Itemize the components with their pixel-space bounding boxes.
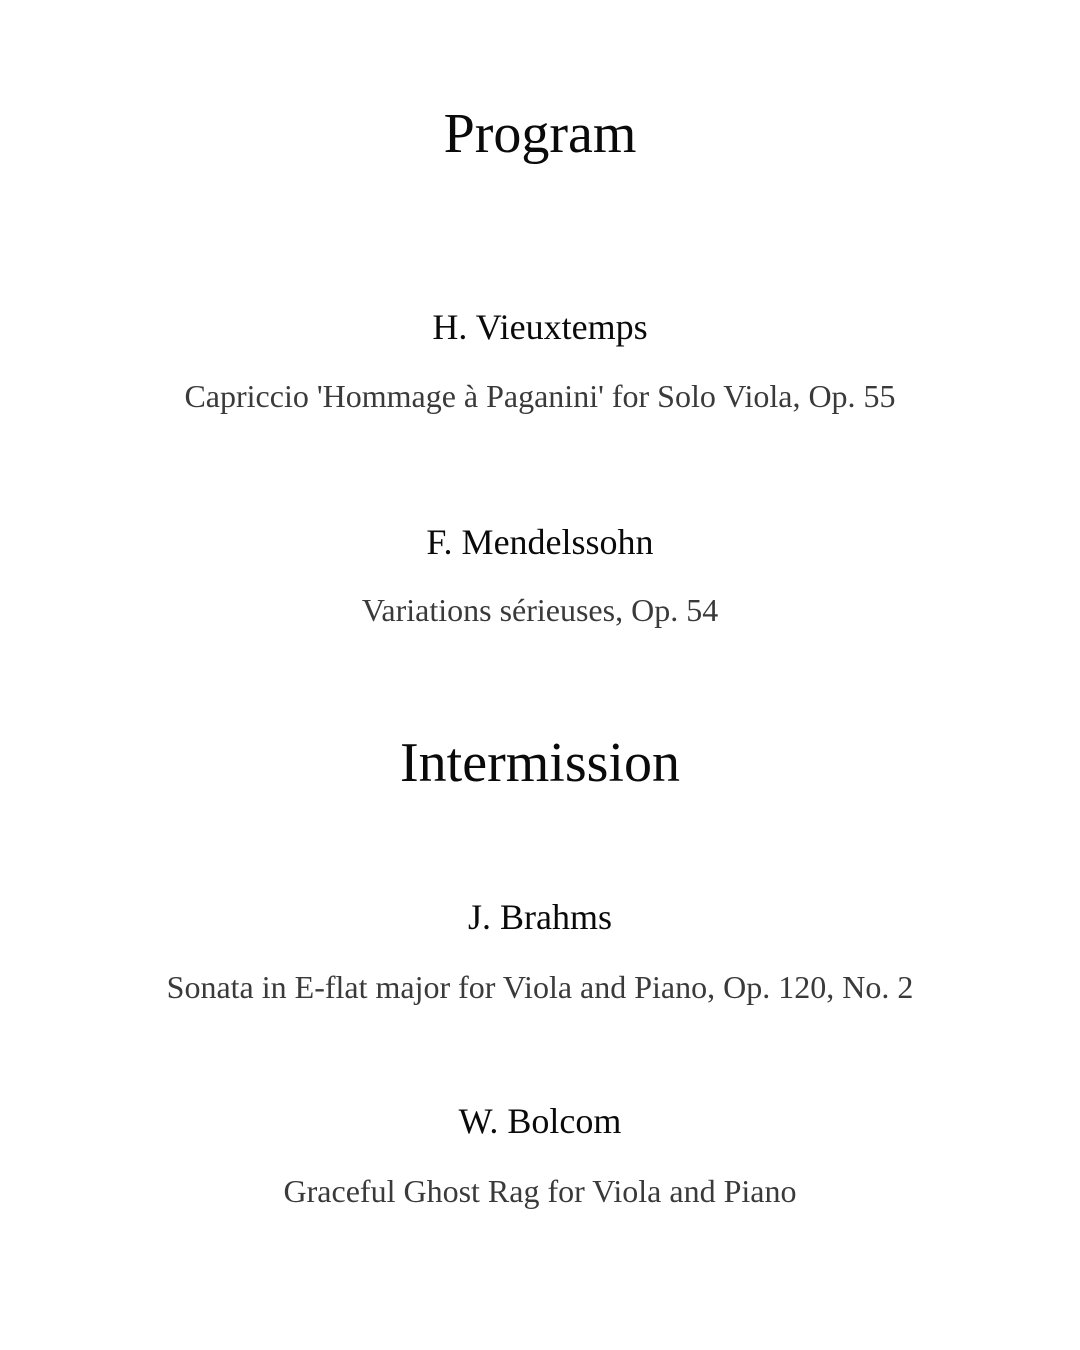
work-title: Capriccio 'Hommage à Paganini' for Solo Viola, Op. 55: [184, 378, 896, 414]
work-title: Variations sérieuses, Op. 54: [361, 592, 719, 628]
composer-name: F. Mendelssohn: [426, 522, 654, 562]
intermission-heading: Intermission: [400, 732, 680, 794]
composer-name: W. Bolcom: [458, 1101, 622, 1141]
work-title: Sonata in E-flat major for Viola and Piano, Op. 120, No. 2: [166, 969, 914, 1005]
composer-name: H. Vieuxtemps: [432, 307, 648, 347]
work-title: Graceful Ghost Rag for Viola and Piano: [283, 1173, 797, 1209]
program-title: Program: [443, 103, 637, 165]
composer-name: J. Brahms: [468, 897, 612, 937]
